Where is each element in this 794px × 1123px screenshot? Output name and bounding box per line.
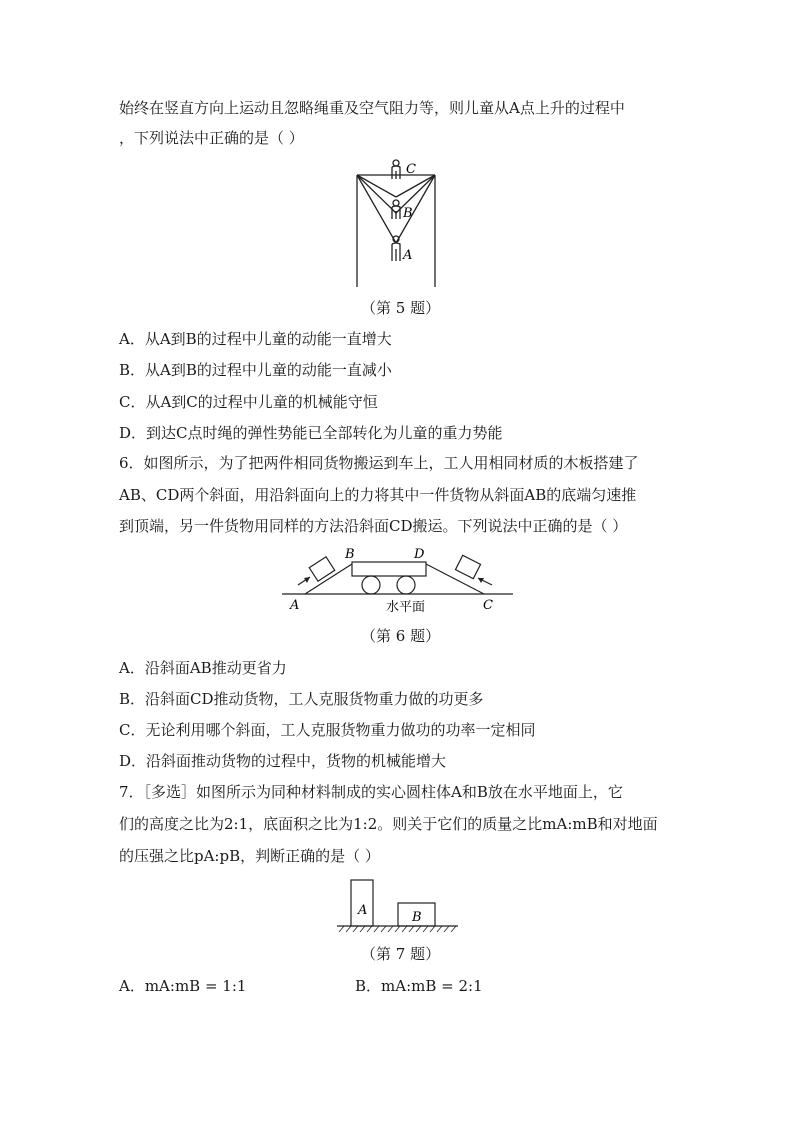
figure-6-label-c: C [483, 598, 493, 613]
q7-option-a: A．mA:mB = 1:1 [119, 977, 247, 995]
figure-6-label-d: D [414, 547, 425, 562]
figure-5 [340, 155, 450, 290]
figure-5-label-b: B [403, 206, 413, 221]
figure-5-rope [357, 175, 396, 243]
q5-stem-line-2: ，下列说法中正确的是（ ） [119, 129, 304, 147]
q5-option-d: D．到达C点时绳的弹性势能已全部转化为儿童的重力势能 [119, 424, 503, 442]
figure-6-label-a: A [290, 598, 300, 613]
q6-stem-line-1: 6．如图所示，为了把两件相同货物搬运到车上，工人用相同材质的木板搭建了 [119, 454, 639, 472]
q6-stem-line-2: AB、CD两个斜面，用沿斜面向上的力将其中一件货物从斜面AB的底端匀速推 [119, 486, 637, 504]
figure-7-label-b: B [412, 910, 422, 925]
figure-5-rope [396, 175, 435, 243]
q6-option-d: D．沿斜面推动货物的过程中，货物的机械能增大 [119, 752, 447, 770]
q7-stem-line-3: 的压强之比pA:pB，判断正确的是（ ） [119, 847, 380, 865]
q6-option-b: B．沿斜面CD推动货物，工人克服货物重力做的功更多 [119, 690, 484, 708]
q6-option-a: A．沿斜面AB推动更省力 [119, 659, 287, 677]
figure-7-label-a: A [358, 903, 368, 918]
q5-option-b: B．从A到B的过程中儿童的动能一直减小 [119, 361, 392, 379]
figure-5-label-a: A [403, 248, 413, 263]
figure-6-truck-bed [352, 562, 426, 576]
figure-6-wheel [397, 576, 415, 594]
q6-option-c: C．无论利用哪个斜面，工人克服货物重力做功的功率一定相同 [119, 721, 536, 739]
figure-5-label-c: C [406, 162, 416, 177]
figure-6-label-b: B [345, 547, 355, 562]
q7-stem-line-2: 们的高度之比为2:1，底面积之比为1:2。则关于它们的质量之比mA:mB和对地面 [119, 815, 658, 833]
figure-6 [280, 545, 515, 617]
q6-stem-line-3: 到顶端，另一件货物用同样的方法沿斜面CD搬运。下列说法中正确的是（ ） [119, 517, 628, 535]
figure-7-caption: （第 7 题） [361, 945, 441, 963]
figure-6-wheel [362, 576, 380, 594]
q5-option-a: A．从A到B的过程中儿童的动能一直增大 [119, 330, 392, 348]
figure-6-ground-label: 水平面 [386, 600, 426, 615]
q5-stem-line-1: 始终在竖直方向上运动且忽略绳重及空气阻力等，则儿童从A点上升的过程中 [119, 99, 625, 117]
q5-option-c: C．从A到C的过程中儿童的机械能守恒 [119, 393, 378, 411]
figure-6-box-cd [455, 555, 480, 578]
figure-7-ground-hatch [339, 926, 456, 932]
q7-stem-line-1: 7．［多选］如图所示为同种材料制成的实心圆柱体A和B放在水平地面上，它 [119, 783, 623, 801]
q7-option-b: B．mA:mB = 2:1 [355, 977, 483, 995]
figure-6-ramp-cd [426, 564, 484, 594]
figure-5-caption: （第 5 题） [361, 299, 441, 317]
figure-7 [335, 875, 460, 937]
figure-6-caption: （第 6 题） [361, 627, 441, 645]
figure-6-ramp-ab [305, 564, 352, 594]
